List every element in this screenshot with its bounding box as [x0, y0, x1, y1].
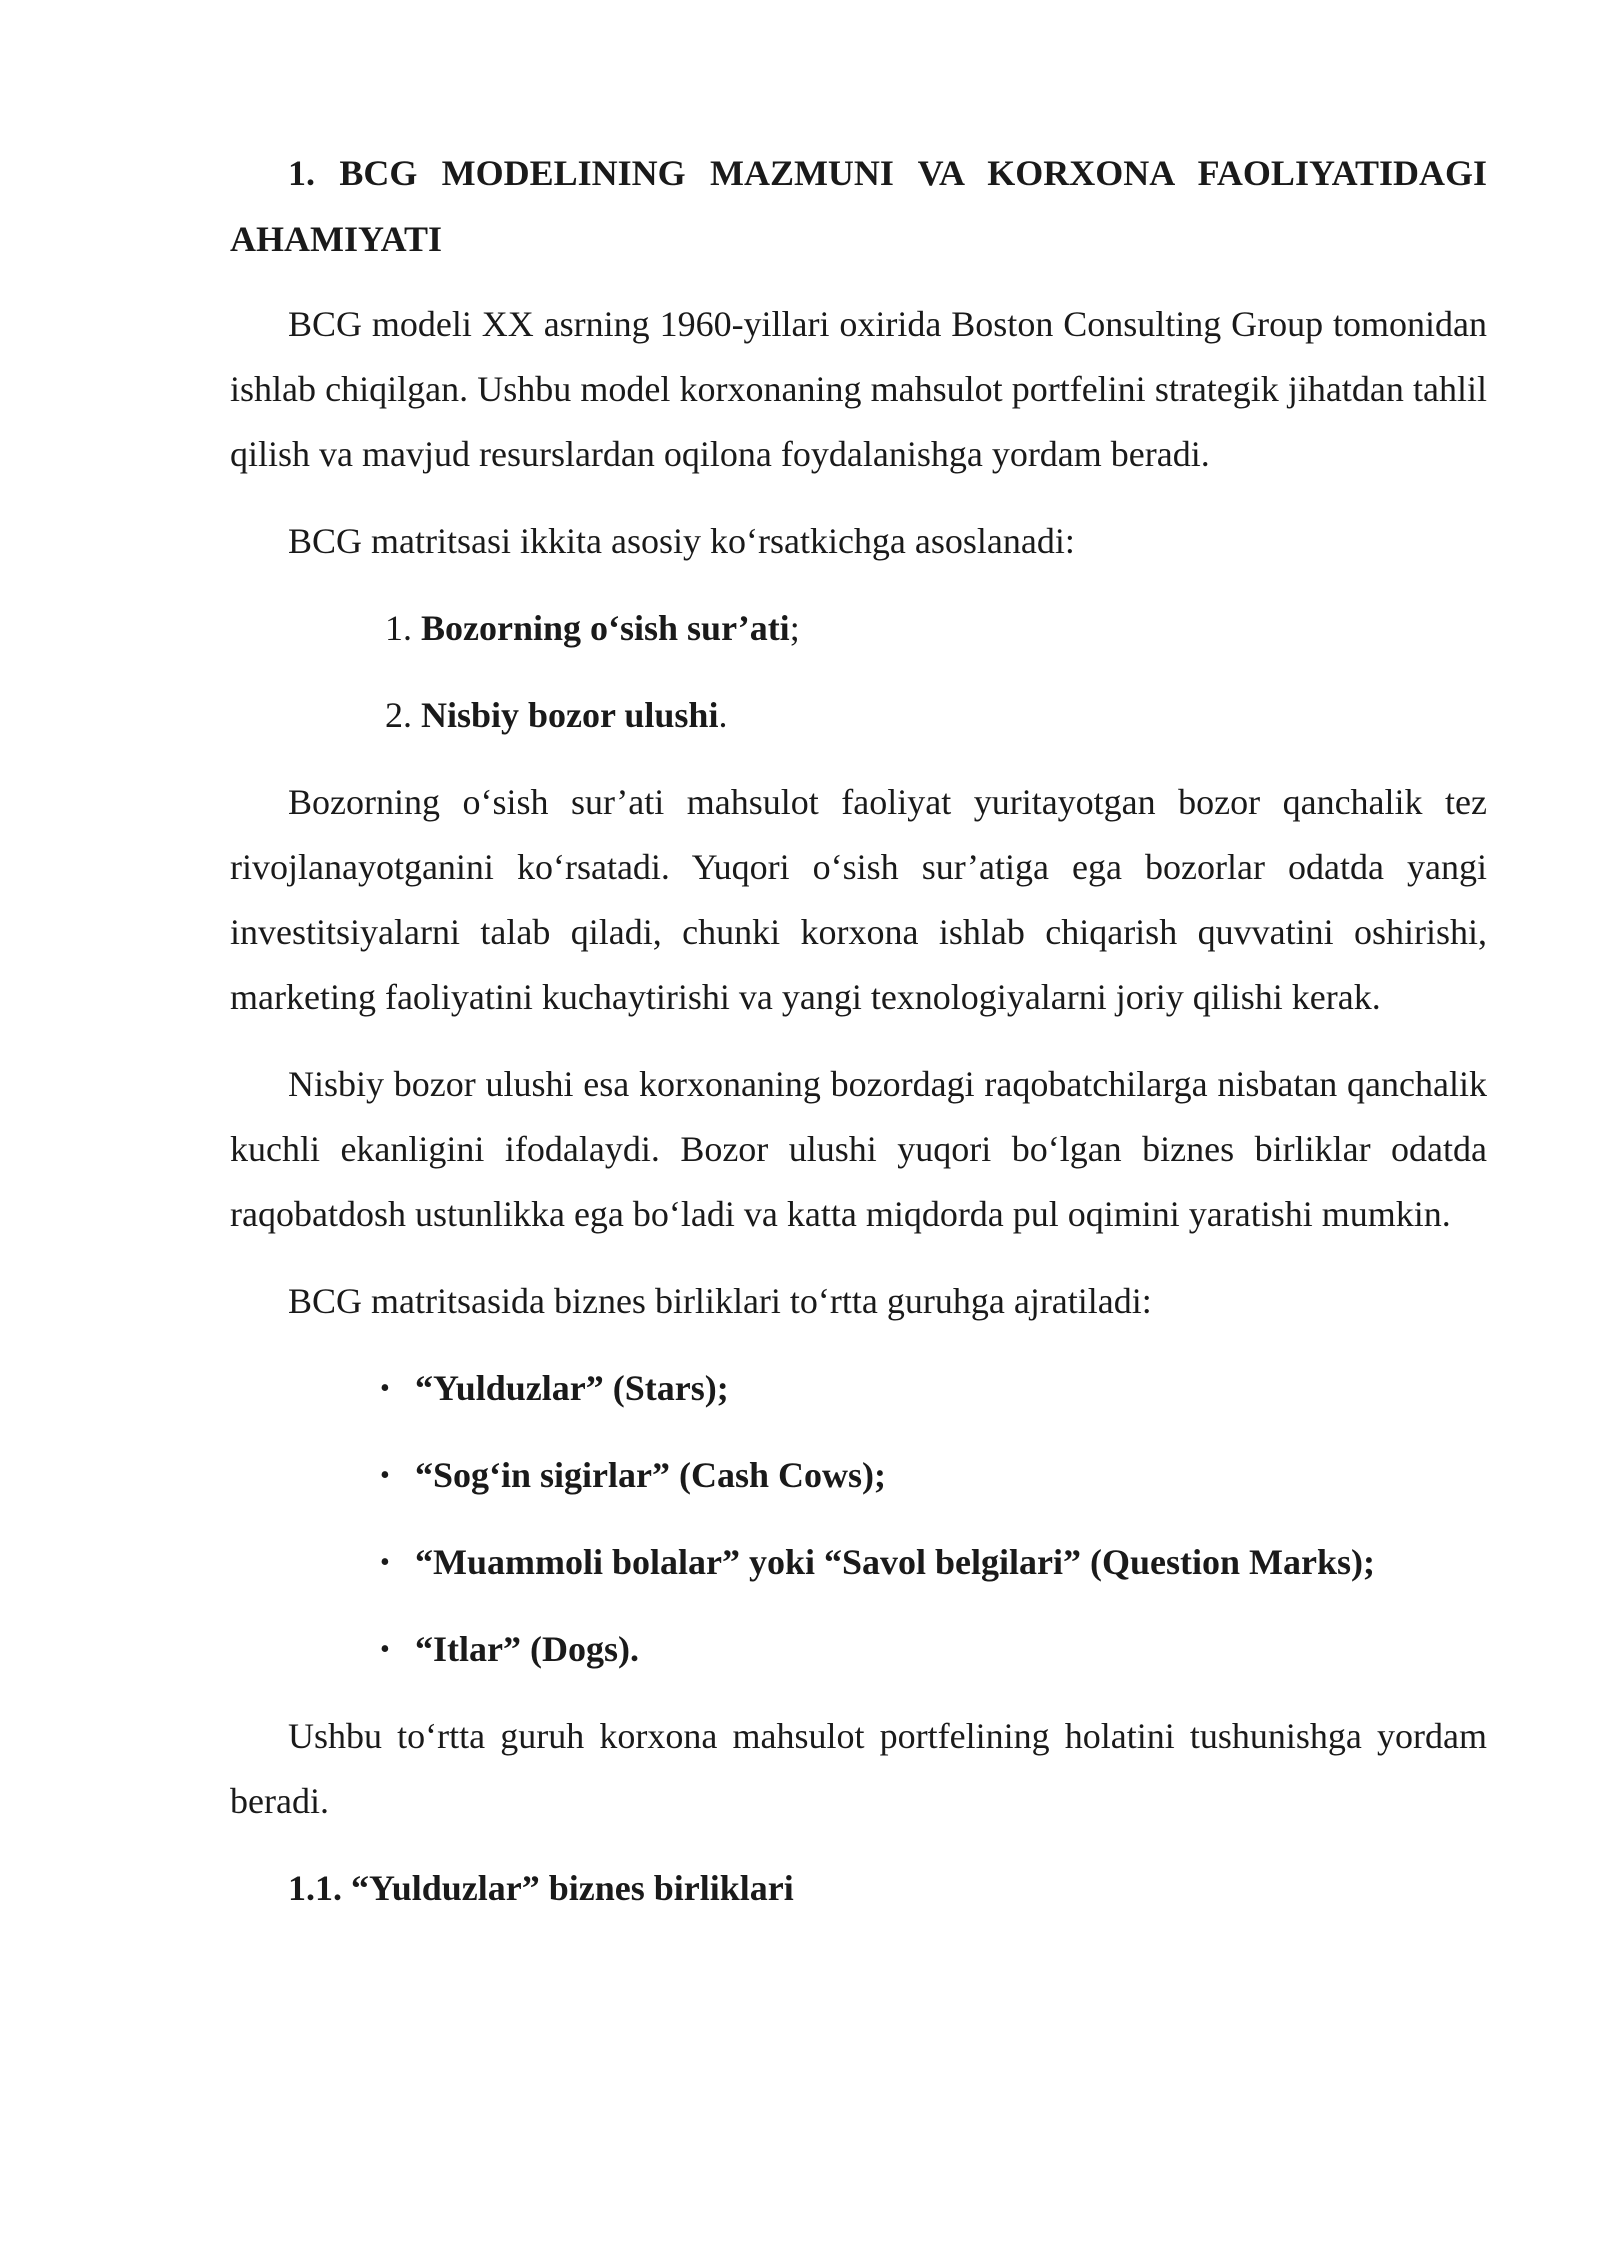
group-label: “Muammoli bolalar” yoki “Savol belgilari” (Question Marks); — [415, 1542, 1375, 1582]
list-item — [230, 1356, 1487, 1421]
list-item — [230, 1443, 1487, 1508]
groups-list — [230, 1356, 1487, 1682]
list-item — [230, 596, 1487, 661]
indicators-intro-paragraph: BCG matritsasi ikkita asosiy ko‘rsatkichga asoslanadi: — [288, 521, 1075, 561]
indicator-label: Nisbiy bozor ulushi — [421, 695, 719, 735]
list-item — [230, 683, 1487, 748]
bullet-icon: • — [380, 1373, 390, 1404]
list-punctuation: . — [718, 695, 728, 735]
group-label: “Itlar” (Dogs). — [415, 1629, 639, 1669]
list-number: 2. — [385, 695, 412, 735]
subsection-heading: 1.1. “Yulduzlar” biznes birliklari — [288, 1868, 794, 1908]
share-paragraph: Nisbiy bozor ulushi esa korxonaning bozordagi raqobatchilarga nisbatan qanchalik kuchli ekanligini ifodalaydi. Bozor ulushi yuqori bo‘lgan biznes birliklar odatda raqobatdosh ustunlikka ega bo‘ladi va katta miqdorda pul oqimini yaratishi mumkin. — [230, 1064, 1487, 1234]
growth-paragraph: Bozorning o‘sish sur’ati mahsulot faoliyat yuritayotgan bozor qanchalik tez rivojlanayotganini ko‘rsatadi. Yuqori o‘sish sur’atiga ega bozorlar odatda yangi investitsiyalarni talab qiladi, chunki korxona ishlab chiqarish quvvatini oshirishi, marketing faoliyatini kuchaytirishi va yangi texnologiyalarni joriy qilishi kerak. — [230, 782, 1487, 1017]
list-number: 1. — [385, 608, 412, 648]
groups-intro-paragraph: BCG matritsasida biznes birliklari to‘rtta guruhga ajratiladi: — [288, 1281, 1152, 1321]
indicators-list — [230, 596, 1487, 748]
group-label: “Sog‘in sigirlar” (Cash Cows); — [415, 1455, 887, 1495]
section-heading: 1. BCG MODELINING MAZMUNI VA KORXONA FAOLIYATIDAGI AHAMIYATI — [230, 153, 1487, 259]
intro-paragraph: BCG modeli XX asrning 1960-yillari oxirida Boston Consulting Group tomonidan ishlab chiqilgan. Ushbu model korxonaning mahsulot portfelini strategik jihatdan tahlil qilish va mavjud resurslardan oqilona foydalanishga yordam beradi. — [230, 304, 1487, 474]
bullet-icon: • — [380, 1460, 390, 1491]
list-item — [230, 1617, 1487, 1682]
bullet-icon: • — [380, 1634, 390, 1665]
document-page — [230, 140, 1487, 1921]
list-punctuation: ; — [789, 608, 800, 648]
group-label: “Yulduzlar” (Stars); — [415, 1368, 729, 1408]
bullet-icon: • — [380, 1547, 390, 1578]
indicator-label: Bozorning o‘sish sur’ati — [421, 608, 790, 648]
conclusion-paragraph: Ushbu to‘rtta guruh korxona mahsulot portfelining holatini tushunishga yordam beradi. — [230, 1716, 1487, 1821]
list-item — [230, 1530, 1487, 1595]
